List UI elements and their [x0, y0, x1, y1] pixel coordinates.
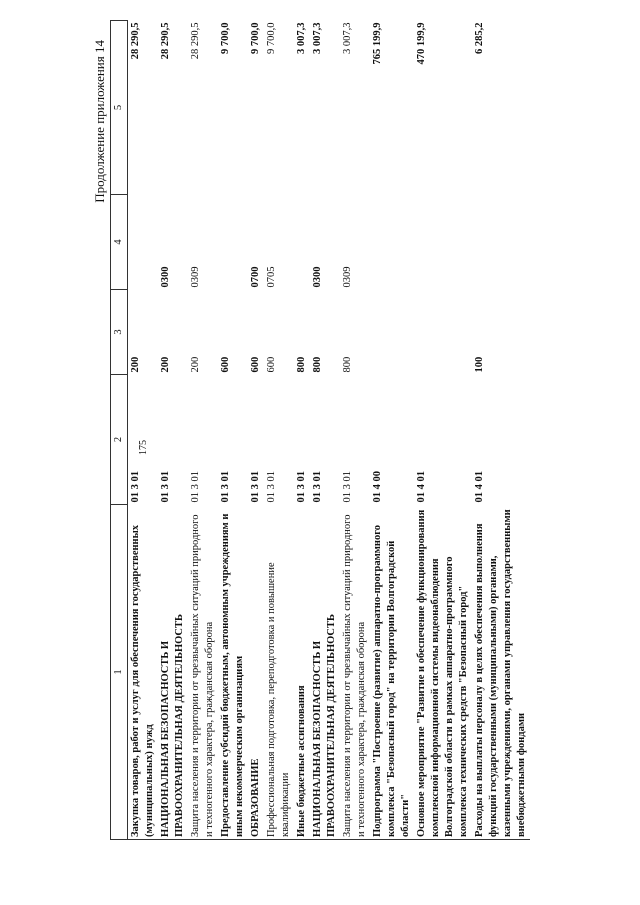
row-group: 600: [266, 356, 277, 373]
row-amount: 28 290,5: [160, 22, 171, 60]
row-code: 01 3 01: [190, 471, 201, 503]
row-amount: 470 199,9: [416, 22, 427, 65]
row-code: 01 3 01: [250, 471, 261, 503]
row-group: [370, 290, 414, 375]
row-code: 01 4 01: [474, 471, 485, 503]
row-group: 200: [130, 356, 141, 373]
row-group: 800: [312, 356, 323, 373]
row-amount: 9 700,0: [250, 22, 261, 54]
row-section: [414, 195, 472, 290]
row-section: [218, 195, 248, 290]
column-header: 4: [111, 195, 128, 290]
row-code: 01 3 01: [312, 471, 323, 503]
row-amount: 765 199,9: [372, 22, 383, 65]
row-code: 01 3 01: [342, 471, 353, 503]
row-group: 800: [296, 356, 307, 373]
row-group: 200: [160, 356, 171, 373]
row-name: Подпрограмма "Построение (развитие) аппаратно-программного комплекса "Безопасный город" на территории Волгоградской области": [370, 505, 414, 840]
row-code: 01 4 00: [372, 471, 383, 503]
row-amount: 3 007,3: [312, 22, 323, 54]
row-group: 200: [190, 356, 201, 373]
row-code: 01 3 01: [296, 471, 307, 503]
row-name: Профессиональная подготовка, переподготовка и повышение квалификации: [264, 505, 294, 840]
row-section: [370, 195, 414, 290]
row-amount: 3 007,3: [296, 22, 307, 54]
row-name: Основное мероприятие "Развитие и обеспечение функционирования комплексной информационной системы видеонаблюдения Волгоградской области в рамках аппаратно-программного комплекса технических средств "Безопасный город": [414, 505, 472, 840]
row-amount: 28 290,5: [130, 22, 141, 60]
table-row: [188, 21, 218, 840]
table-row: [472, 21, 530, 840]
row-code: 01 3 01: [130, 471, 141, 503]
table-row: [340, 21, 370, 840]
row-name: НАЦИОНАЛЬНАЯ БЕЗОПАСНОСТЬ И ПРАВООХРАНИТЕЛЬНАЯ ДЕЯТЕЛЬНОСТЬ: [310, 505, 340, 840]
row-group: [414, 290, 472, 375]
row-section: 0309: [342, 266, 353, 288]
row-code: 01 3 01: [160, 471, 171, 503]
table-row: [294, 21, 310, 840]
table-row: [370, 21, 414, 840]
row-name: ОБРАЗОВАНИЕ: [248, 505, 264, 840]
row-name: Закупка товаров, работ и услуг для обеспечения государственных (муниципальных) нужд: [128, 505, 159, 840]
row-code: 01 3 01: [266, 471, 277, 503]
row-section: [472, 195, 530, 290]
row-group: 800: [342, 356, 353, 373]
table-row: [128, 21, 159, 840]
row-amount: 9 700,0: [220, 22, 231, 54]
page-number: 175: [138, 440, 149, 455]
row-name: Расходы на выплаты персоналу в целях обеспечения выполнения функций государственными (муниципальными) органами, казенными учреждениями, органами управления государственными внебюджетными фондами: [472, 505, 530, 840]
row-code: 01 3 01: [220, 471, 231, 503]
row-name: Иные бюджетные ассигнования: [294, 505, 310, 840]
row-name: НАЦИОНАЛЬНАЯ БЕЗОПАСНОСТЬ И ПРАВООХРАНИТЕЛЬНАЯ ДЕЯТЕЛЬНОСТЬ: [158, 505, 188, 840]
table-header-row: [111, 21, 128, 840]
table-row: [264, 21, 294, 840]
row-name: Защита населения и территории от чрезвычайных ситуаций природного и техногенного характера, гражданская оборона: [188, 505, 218, 840]
row-group: 600: [220, 356, 231, 373]
row-amount: 3 007,3: [342, 22, 353, 54]
table-row: [248, 21, 264, 840]
row-section: 0300: [160, 266, 171, 288]
row-section: 0705: [266, 266, 277, 288]
table-row: [158, 21, 188, 840]
row-section: [294, 195, 310, 290]
row-amount: 6 285,2: [474, 22, 485, 54]
row-section: [128, 195, 159, 290]
table-row: [310, 21, 340, 840]
column-header: 3: [111, 290, 128, 375]
row-name: Предоставление субсидий бюджетным, автономным учреждениям и иным некоммерческим организациям: [218, 505, 248, 840]
row-amount: 28 290,5: [190, 22, 201, 60]
column-header: 1: [111, 505, 128, 840]
budget-table: [110, 20, 530, 840]
column-header: 2: [111, 375, 128, 505]
row-code: 01 4 01: [416, 471, 427, 503]
column-header: 5: [111, 21, 128, 195]
table-row: [414, 21, 472, 840]
table-row: [218, 21, 248, 840]
row-group: 600: [250, 356, 261, 373]
row-section: 0700: [250, 266, 261, 288]
row-amount: 9 700,0: [266, 22, 277, 54]
row-name: Защита населения и территории от чрезвычайных ситуаций природного и техногенного характера, гражданская оборона: [340, 505, 370, 840]
continuation-title: Продолжение приложения 14: [92, 40, 107, 203]
row-group: 100: [474, 356, 485, 373]
row-section: 0309: [190, 266, 201, 288]
row-section: 0300: [312, 266, 323, 288]
